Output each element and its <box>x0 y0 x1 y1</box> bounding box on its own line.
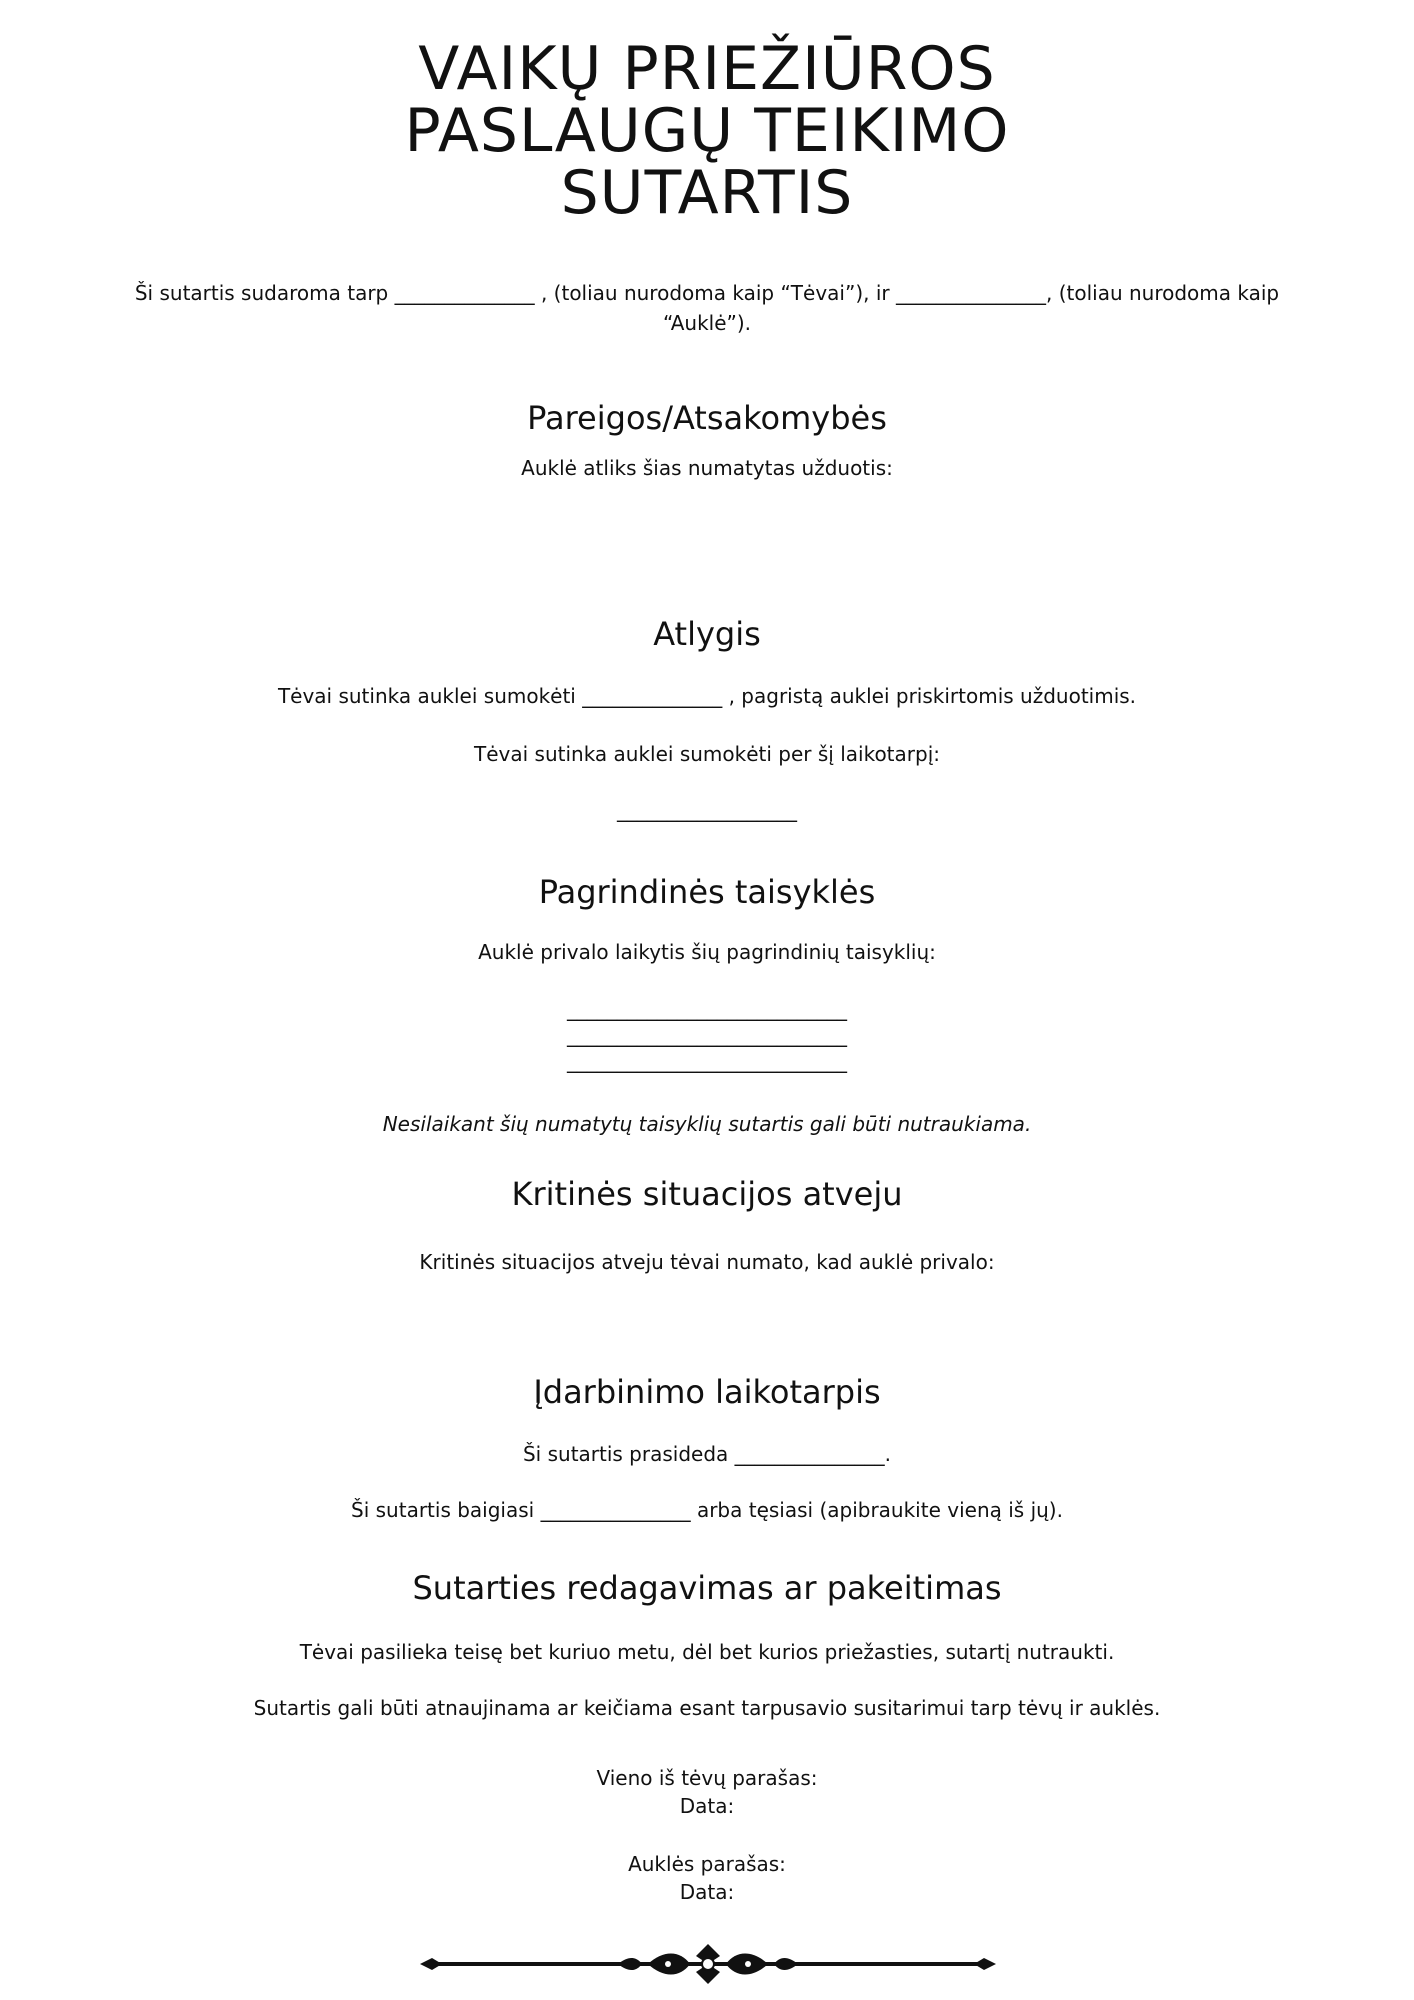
compensation-text-1: Tėvai sutinka auklei sumokėti ______________ , pagristą auklei priskirtomis užduotimis. <box>277 684 1137 708</box>
compensation-text-2: Tėvai sutinka auklei sumokėti per šį laikotarpį: <box>474 742 940 766</box>
document-title <box>0 34 1414 228</box>
intro-line-1: Ši sutartis sudaroma tarp ______________ , (toliau nurodoma kaip “Tėvai”), ir _______________, (toliau nurodoma kaip <box>134 281 1280 305</box>
intro-paragraph <box>0 278 1414 338</box>
rules-blank-lines <box>0 996 1414 1074</box>
compensation-blank: __________________ <box>617 798 797 822</box>
employment-text-1: Ši sutartis prasideda _______________. <box>522 1442 892 1466</box>
compensation-heading: Atlygis <box>653 615 761 653</box>
parent-signature-label: Vieno iš tėvų parašas: <box>596 1766 818 1790</box>
duties-text: Auklė atliks šias numatytas užduotis: <box>521 456 893 480</box>
employment-text-2: Ši sutartis baigiasi _______________ arba tęsiasi (apibraukite vieną iš jų). <box>351 1498 1063 1522</box>
rules-blank-line: ____________________________ <box>567 997 847 1021</box>
intro-line-2: “Auklė”). <box>662 311 752 335</box>
rules-heading: Pagrindinės taisyklės <box>538 873 876 911</box>
employment-heading: Įdarbinimo laikotarpis <box>533 1373 881 1411</box>
nanny-signature-date: Data: <box>679 1880 735 1904</box>
title-line-1: VAIKŲ PRIEŽIŪROS <box>418 34 996 104</box>
title-line-3: SUTARTIS <box>560 158 854 228</box>
parent-signature-date: Data: <box>679 1794 735 1818</box>
amendment-text-1: Tėvai pasilieka teisę bet kuriuo metu, dėl bet kurios priežasties, sutartį nutraukti. <box>299 1640 1115 1664</box>
rules-blank-line: ____________________________ <box>567 1049 847 1073</box>
title-line-2: PASLAUGŲ TEIKIMO <box>404 96 1010 166</box>
emergency-heading: Kritinės situacijos atveju <box>511 1175 903 1213</box>
duties-heading: Pareigos/Atsakomybės <box>527 399 887 437</box>
rules-blank-line: ____________________________ <box>567 1023 847 1047</box>
decorative-divider-icon <box>418 1942 998 1986</box>
rules-text: Auklė privalo laikytis šių pagrindinių taisyklių: <box>478 940 936 964</box>
amendment-heading: Sutarties redagavimas ar pakeitimas <box>412 1569 1002 1607</box>
emergency-text: Kritinės situacijos atveju tėvai numato, kad auklė privalo: <box>419 1250 995 1274</box>
rules-note: Nesilaikant šių numatytų taisyklių sutartis gali būti nutraukiama. <box>382 1112 1032 1136</box>
amendment-text-2: Sutartis gali būti atnaujinama ar keičiama esant tarpusavio susitarimui tarp tėvų ir auklės. <box>253 1696 1161 1720</box>
nanny-signature-label: Auklės parašas: <box>628 1852 786 1876</box>
